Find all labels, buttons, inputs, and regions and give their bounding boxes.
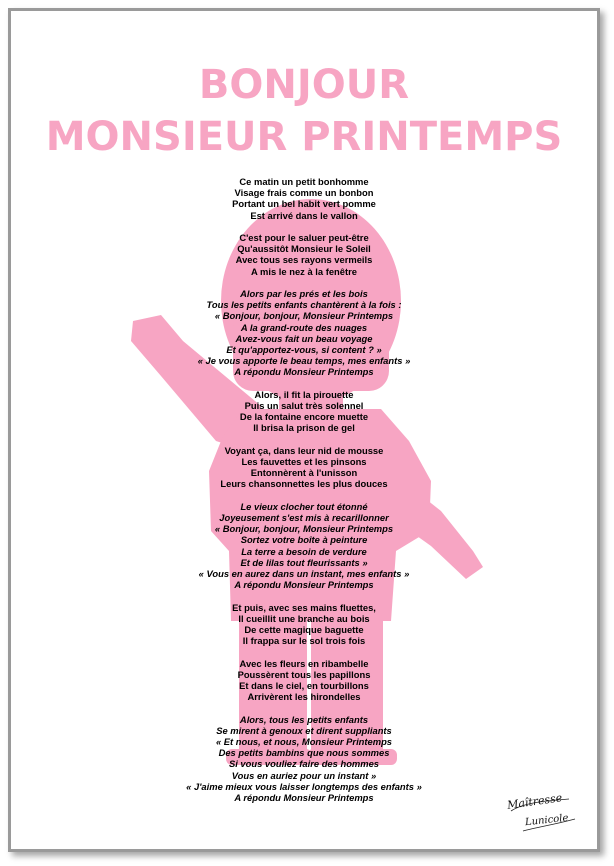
stanza: [11, 501, 597, 591]
title-line-1: BONJOUR: [198, 62, 410, 108]
poem-line: Visage frais comme un bonbon: [234, 187, 374, 199]
poem-line: « Vous en aurez dans un instant, mes enfants »: [198, 568, 410, 580]
stanza: [11, 232, 597, 277]
stanza: [11, 389, 597, 434]
poem-line: Arrivèrent les hirondelles: [247, 691, 361, 703]
poem-line: La terre a besoin de verdure: [241, 545, 367, 557]
poem-line: De cette magique baguette: [244, 624, 364, 636]
poem-line: Se mirent à genoux et dirent suppliants: [216, 724, 392, 736]
poem-line: Portant un bel habit vert pomme: [232, 198, 376, 210]
poem-line: Tous les petits enfants chantèrent à la fois :: [206, 299, 402, 311]
poem-line: Et qu'apportez-vous, si content ? »: [226, 344, 382, 356]
poem-line: Avec tous ses rayons vermeils: [235, 254, 373, 266]
poem-line: Il frappa sur le sol trois fois: [242, 635, 366, 647]
poem-line: Alors par les prés et les bois: [240, 288, 368, 299]
poem-line: Alors, tous les petits enfants: [239, 713, 369, 725]
poem-line: Alors, il fit la pirouette: [254, 388, 354, 400]
stanza: [11, 445, 597, 490]
poem-poster: [8, 8, 600, 852]
poem-line: A répondu Monsieur Printemps: [234, 366, 374, 378]
poem-line: « Bonjour, bonjour, Monsieur Printemps: [214, 523, 394, 535]
stanza: [11, 658, 597, 703]
poem-line: Avez-vous fait un beau voyage: [235, 332, 373, 344]
poem-line: « Je vous apporte le beau temps, mes enfants »: [197, 355, 411, 367]
poem-line: A répondu Monsieur Printemps: [234, 579, 374, 591]
poem-line: Sortez votre boîte à peinture: [240, 534, 368, 546]
stanza: [11, 602, 597, 647]
poem-line: Poussèrent tous les papillons: [237, 668, 371, 680]
poem-line: C'est pour le saluer peut-être: [239, 232, 369, 243]
poem-line: Leurs chansonnettes les plus douces: [220, 478, 388, 490]
poem-line: Joyeusement s'est mis à recarillonner: [219, 512, 389, 524]
poem-line: Il cueillit une branche au bois: [238, 612, 370, 624]
author-signature-logo: [503, 789, 583, 839]
poem-line: Des petits bambins que nous sommes: [218, 747, 390, 759]
signature-line-1: Maîtresse: [506, 791, 563, 812]
poem-line: Le vieux clocher tout étonné: [240, 500, 368, 512]
poem-line: Entonnèrent à l'unisson: [250, 467, 358, 479]
poem-line: De la fontaine encore muette: [239, 411, 369, 423]
poem-line: Vous en auriez pour un instant »: [231, 769, 377, 781]
poem-line: Et de lilas tout fleurissants »: [240, 556, 368, 568]
poem-line: Est arrivé dans le vallon: [250, 209, 358, 221]
poem-line: A répondu Monsieur Printemps: [234, 792, 374, 804]
poem-line: Il brisa la prison de gel: [253, 422, 355, 434]
poem-line: Avec les fleurs en ribambelle: [239, 657, 369, 669]
poster-title: [11, 59, 597, 163]
poem-line: Ce matin un petit bonhomme: [239, 176, 369, 187]
poem-line: A mis le nez à la fenêtre: [251, 265, 357, 277]
stanza: [11, 288, 597, 378]
poem-line: « Et nous, et nous, Monsieur Printemps: [215, 736, 393, 748]
title-line-2: MONSIEUR PRINTEMPS: [45, 114, 563, 160]
poem-line: A la grand-route des nuages: [240, 321, 368, 333]
poem-line: Qu'aussitôt Monsieur le Soleil: [237, 243, 371, 255]
poem-line: « J'aime mieux vous laisser longtemps des enfants »: [186, 780, 422, 792]
poem-text: [11, 176, 597, 814]
poem-line: Les fauvettes et les pinsons: [241, 456, 367, 468]
poem-line: « Bonjour, bonjour, Monsieur Printemps: [214, 310, 394, 322]
signature-line-2: Lunicole: [524, 812, 569, 829]
stanza: [11, 176, 597, 221]
poem-line: Et puis, avec ses mains fluettes,: [232, 601, 376, 613]
poem-line: Puis un salut très solennel: [244, 400, 364, 412]
poem-line: Et dans le ciel, en tourbillons: [239, 680, 369, 692]
poem-line: Voyant ça, dans leur nid de mousse: [224, 444, 384, 456]
poem-line: Si vous vouliez faire des hommes: [228, 758, 380, 770]
